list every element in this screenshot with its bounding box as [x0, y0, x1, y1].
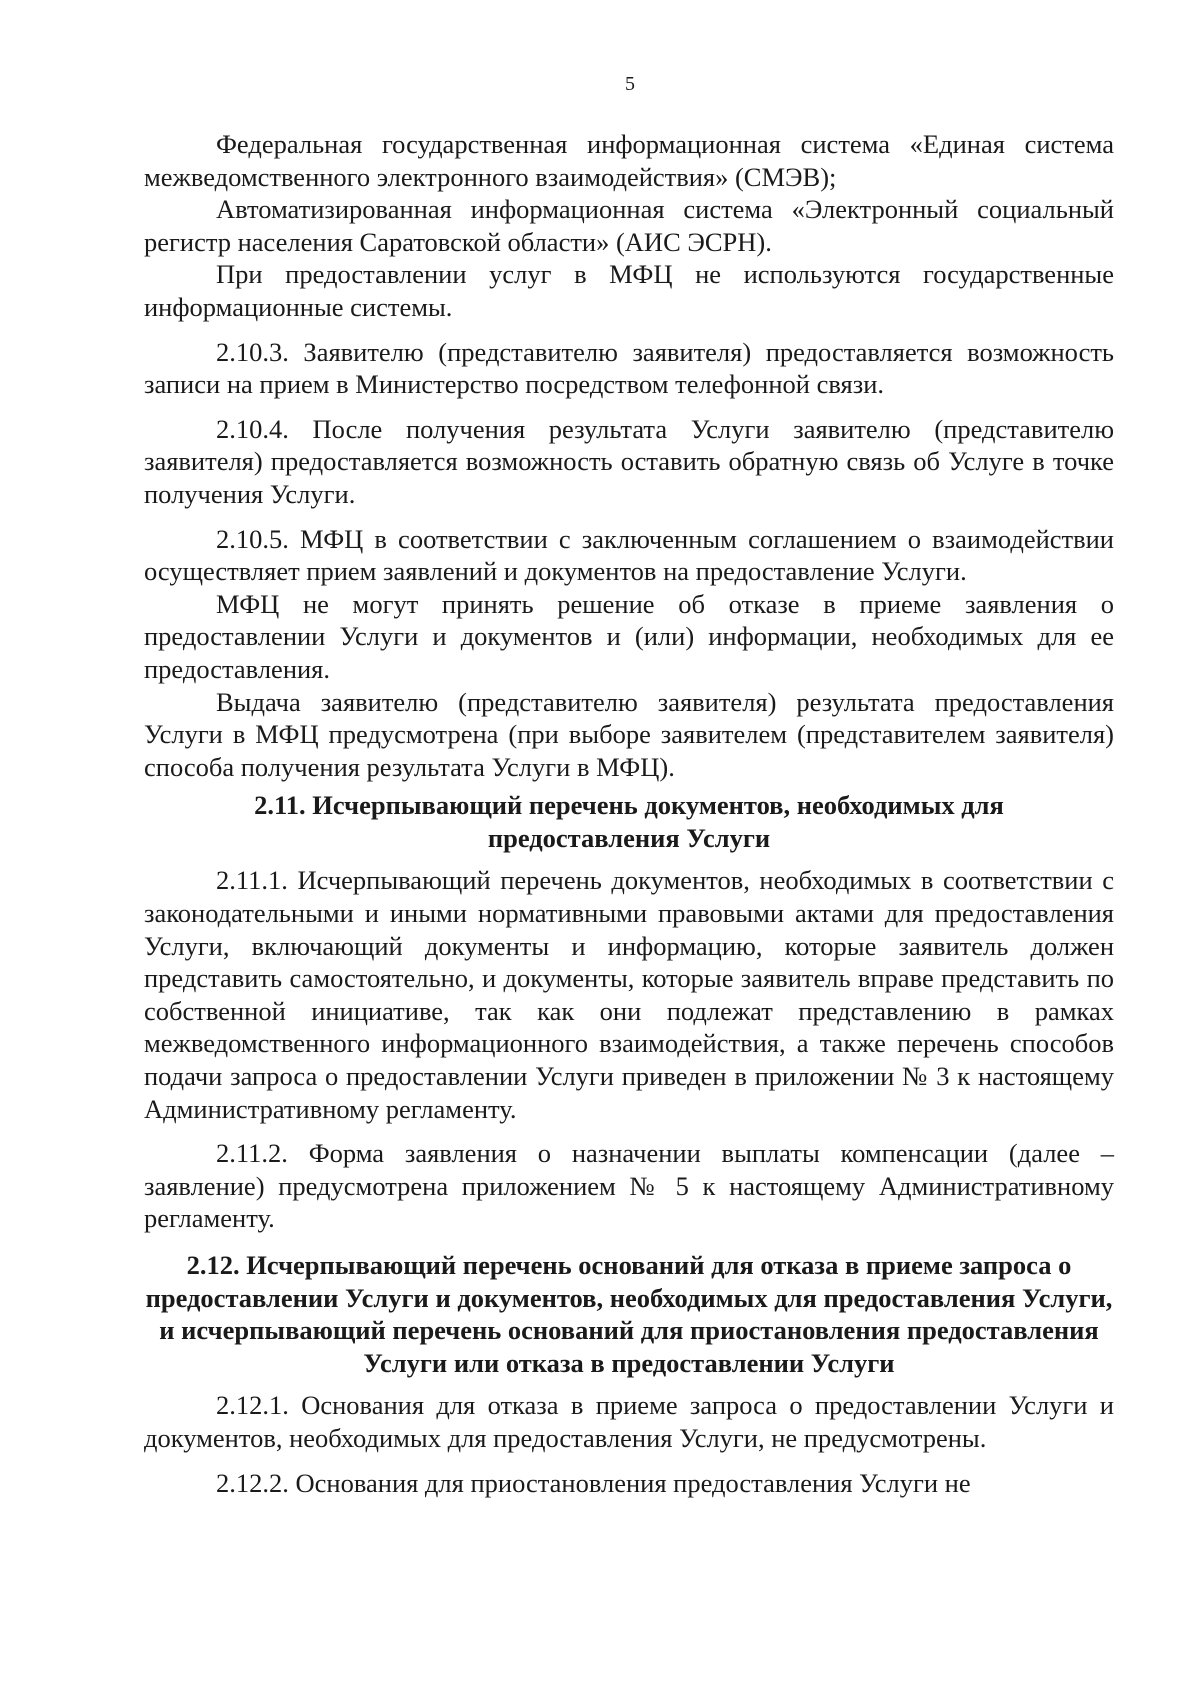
paragraph-2-11-1: 2.11.1. Исчерпывающий перечень документов, необходимых в соответствии с законодательными и иными нормативными правовыми актами для предоставления Услуги, включающий документы и информацию, которые заявитель должен представить самостоятельно, и документы, которые заявитель вправе представить по собственной инициативе, так как они подлежат представлению в рамках межведомственного информационного взаимодействия, а также перечень способов подачи запроса о предоставлении Услуги приведен в приложении № 3 к настоящему Административному регламенту. [144, 865, 1114, 1124]
paragraph-2-11-2: 2.11.2. Форма заявления о назначении выплаты компенсации (далее – заявление) предусмотрена приложением № 5 к настоящему Административному регламенту. [144, 1138, 1114, 1234]
paragraph-2-12-2: 2.12.2. Основания для приостановления предоставления Услуги не [216, 1467, 971, 1498]
paragraph-smev: Федеральная государственная информационная система «Единая система межведомственного электронного взаимодействия» (СМЭВ); [144, 129, 1114, 192]
paragraph-mfc-systems: При предоставлении услуг в МФЦ не используются государственные информационные системы. [144, 259, 1114, 322]
page-number: 5 [625, 73, 635, 95]
section-heading-2-12: 2.12. Исчерпывающий перечень оснований для отказа в приеме запроса о предоставлении Услуги и документов, необходимых для предоставления Услуги, и исчерпывающий перечень оснований для приостановления предоставления Услуги или отказа в предоставлении Услуги [145, 1250, 1113, 1378]
section-heading-2-11: 2.11. Исчерпывающий перечень документов, необходимых для предоставления Услуги [254, 790, 1004, 853]
paragraph-ais-esrn: Автоматизированная информационная система «Электронный социальный регистр населения Саратовской области» (АИС ЭСРН). [144, 194, 1114, 257]
paragraph-2-10-4: 2.10.4. После получения результата Услуги заявителю (представителю заявителя) предоставляется возможность оставить обратную связь об Услуге в точке получения Услуги. [144, 413, 1114, 509]
paragraph-mfc-issuance: Выдача заявителю (представителю заявителя) результата предоставления Услуги в МФЦ предусмотрена (при выборе заявителем (представителем заявителя) способа получения результата Услуги в МФЦ). [144, 686, 1114, 782]
paragraph-2-10-3: 2.10.3. Заявителю (представителю заявителя) предоставляется возможность записи на прием в Министерство посредством телефонной связи. [144, 336, 1114, 400]
paragraph-mfc-refusal: МФЦ не могут принять решение об отказе в приеме заявления о предоставлении Услуги и документов и (или) информации, необходимых для ее предоставления. [144, 588, 1114, 684]
paragraph-2-12-1: 2.12.1. Основания для отказа в приеме запроса о предоставлении Услуги и документов, необходимых для предоставления Услуги, не предусмотрены. [144, 1390, 1114, 1453]
document-body [144, 128, 1114, 1499]
paragraph-2-10-5: 2.10.5. МФЦ в соответствии с заключенным соглашением о взаимодействии осуществляет прием заявлений и документов на предоставление Услуги. [144, 523, 1114, 587]
